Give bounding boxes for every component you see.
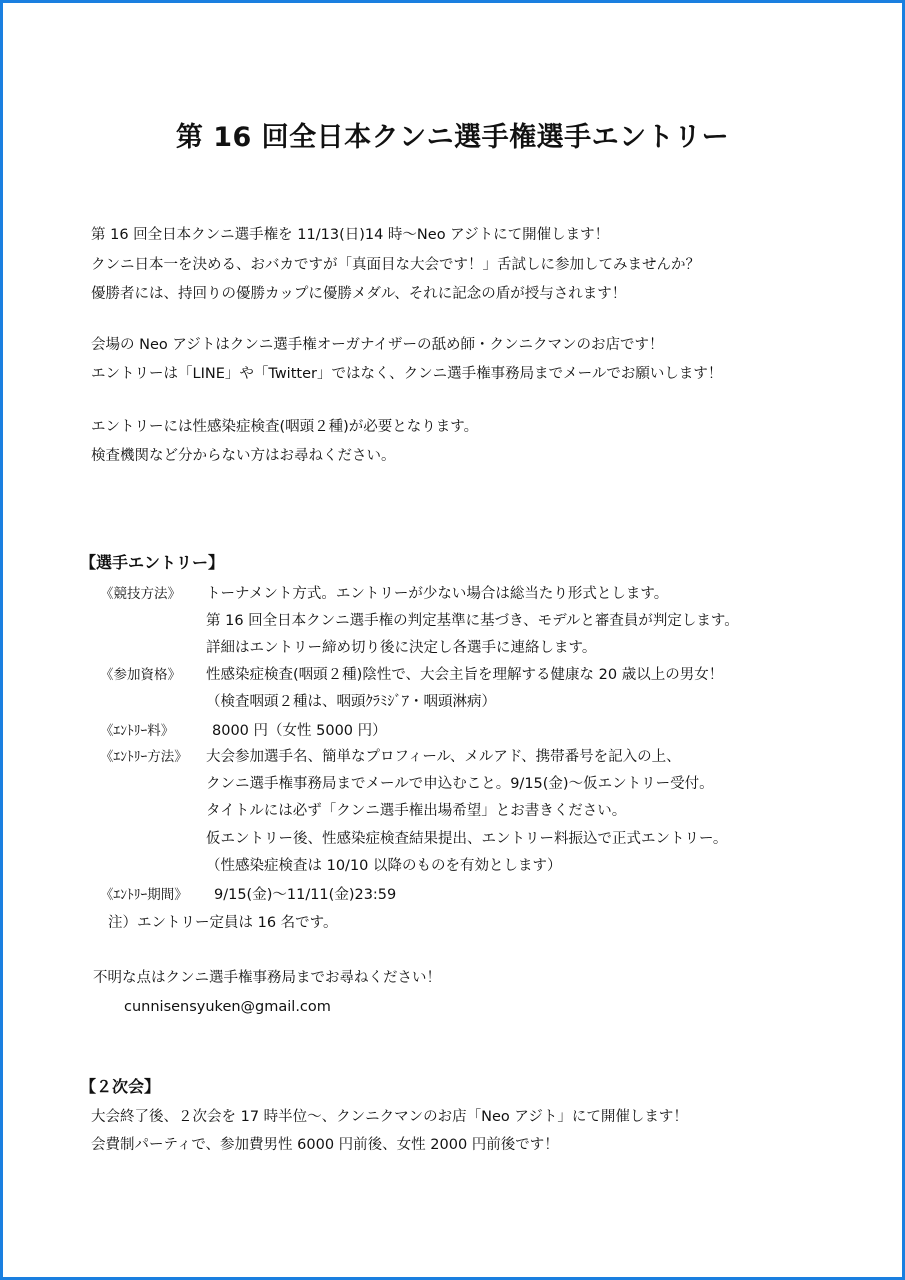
method-line: クンニ選手権事務局までメールで申込むこと。9/15(金)～仮エントリー受付。 <box>206 776 714 792</box>
period-label: 《ｴﾝﾄﾘｰ期間》 <box>100 887 188 903</box>
fee-value: 8000 円（女性 5000 円） <box>212 723 387 739</box>
contact-text: 不明な点はクンニ選手権事務局までお尋ねください！ <box>93 970 441 986</box>
fee-label: 《ｴﾝﾄﾘｰ料》 <box>100 723 175 739</box>
method-line: 仮エントリー後、性感染症検査結果提出、エントリー料振込で正式エントリー。 <box>206 831 728 847</box>
page-title: 第 16 回全日本クンニ選手権選手エントリー <box>175 122 730 153</box>
rules-line: トーナメント方式。エントリーが少ない場合は総当たり形式とします。 <box>206 586 669 602</box>
intro-line: エントリーは「LINE」や「Twitter」ではなく、クンニ選手権事務局までメールでお願いします！ <box>91 366 723 382</box>
eligibility-line: （検査咽頭２種は、咽頭ｸﾗﾐｼﾞｱ・咽頭淋病） <box>206 694 496 710</box>
intro-line: 優勝者には、持回りの優勝カップに優勝メダル、それに記念の盾が授与されます！ <box>91 286 627 302</box>
eligibility-line: 性感染症検査(咽頭２種)陰性で、大会主旨を理解する健康な 20 歳以上の男女！ <box>206 667 724 683</box>
entry-heading: 【選手エントリー】 <box>80 553 225 572</box>
intro-line: クンニ日本一を決める、おバカですが「真面目な大会です！」舌試しに参加してみませんか？ <box>91 257 700 273</box>
rules-label: 《競技方法》 <box>100 586 181 602</box>
after-party-line: 会費制パーティで、参加費男性 6000 円前後、女性 2000 円前後です！ <box>91 1137 559 1153</box>
rules-line: 詳細はエントリー締め切り後に決定し各選手に連絡します。 <box>206 640 597 656</box>
intro-line: 検査機関など分からない方はお尋ねください。 <box>91 448 396 464</box>
method-line: 大会参加選手名、簡単なプロフィール、メルアド、携帯番号を記入の上、 <box>206 749 681 765</box>
capacity-note: 注）エントリー定員は 16 名です。 <box>108 915 338 931</box>
period-value: 9/15(金)～11/11(金)23:59 <box>214 887 397 903</box>
intro-line: エントリーには性感染症検査(咽頭２種)が必要となります。 <box>91 419 479 435</box>
contact-email: cunnisensyuken@gmail.com <box>124 999 331 1015</box>
rules-line: 第 16 回全日本クンニ選手権の判定基準に基づき、モデルと審査員が判定します。 <box>206 613 739 629</box>
method-label: 《ｴﾝﾄﾘｰ方法》 <box>100 749 188 765</box>
after-party-line: 大会終了後、２次会を 17 時半位～、クンニクマンのお店「Neo アジト」にて開催します！ <box>91 1109 688 1125</box>
intro-line: 第 16 回全日本クンニ選手権を 11/13(日)14 時～Neo アジトにて開催します！ <box>91 227 610 243</box>
eligibility-label: 《参加資格》 <box>100 667 181 683</box>
after-party-heading: 【２次会】 <box>80 1077 161 1096</box>
intro-line: 会場の Neo アジトはクンニ選手権オーガナイザーの舐め師・クンニクマンのお店です！ <box>91 337 664 353</box>
method-line: （性感染症検査は 10/10 以降のものを有効とします） <box>206 858 562 874</box>
method-line: タイトルには必ず「クンニ選手権出場希望」とお書きください。 <box>206 803 627 819</box>
